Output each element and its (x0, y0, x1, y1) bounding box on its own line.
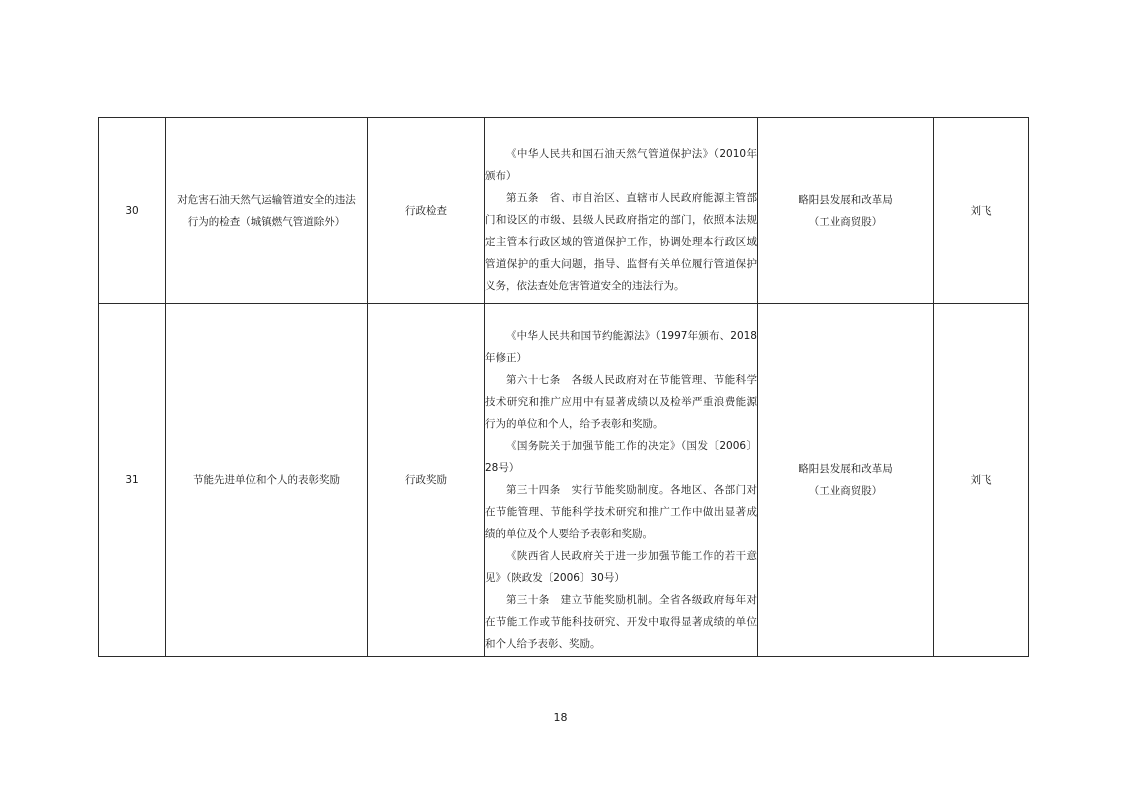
basis-paragraph: 第六十七条 各级人民政府对在节能管理、节能科学技术研究和推广应用中有显著成绩以及检举严重浪费能源行为的单位和个人，给予表彰和奖励。 (485, 373, 757, 430)
item-type-cell: 行政奖励 (368, 304, 485, 657)
department-line: （工业商贸股） (808, 485, 883, 497)
basis-paragraph: 《国务院关于加强节能工作的决定》（国发〔2006〕28号） (485, 439, 757, 474)
basis-paragraph: 第三十条 建立节能奖励机制。全省各级政府每年对在节能工作或节能科技研究、开发中取得显著成绩的单位和个人给予表彰、奖励。 (485, 593, 757, 650)
basis-paragraph: 《中华人民共和国石油天然气管道保护法》（2010年颁布） (485, 148, 757, 182)
row-number-cell: 30 (99, 118, 166, 304)
department-line: 略阳县发展和改革局 (798, 463, 893, 475)
legal-basis-cell (485, 118, 758, 304)
item-name-line: 对危害石油天然气运输管道安全的违法 (177, 193, 356, 206)
table-row (99, 304, 1029, 657)
department-cell (758, 304, 934, 657)
item-name-line: 行为的检查（城镇燃气管道除外） (187, 215, 346, 228)
power-list-table (98, 117, 1029, 657)
basis-paragraph: 《中华人民共和国节约能源法》（1997年颁布、2018年修正） (485, 329, 757, 364)
responsible-person-cell: 刘飞 (934, 118, 1029, 304)
department-cell (758, 118, 934, 304)
page-number: 18 (553, 711, 568, 724)
responsible-person-cell: 刘飞 (934, 304, 1029, 657)
basis-paragraph: 《陕西省人民政府关于进一步加强节能工作的若干意见》（陕政发〔2006〕30号） (485, 549, 757, 584)
item-name-line: 节能先进单位和个人的表彰奖励 (193, 474, 340, 486)
basis-paragraph: 第五条 省、市自治区、直辖市人民政府能源主管部门和设区的市级、县级人民政府指定的部门，依照本法规定主管本行政区域的管道保护工作，协调处理本行政区域管道保护的重大问题，指导、监督有关单位履行管道保护义务，依法查处危害管道安全的违法行为。 (485, 192, 757, 292)
legal-basis-cell (485, 304, 758, 657)
basis-paragraph: 第三十四条 实行节能奖励制度。各地区、各部门对在节能管理、节能科学技术研究和推广工作中做出显著成绩的单位及个人要给予表彰和奖励。 (485, 483, 757, 540)
item-name-cell (166, 118, 368, 304)
department-line: 略阳县发展和改革局 (798, 193, 893, 206)
row-number-cell: 31 (99, 304, 166, 657)
item-name-cell (166, 304, 368, 657)
department-line: （工业商贸股） (808, 215, 883, 228)
item-type-cell: 行政检查 (368, 118, 485, 304)
table-row (99, 118, 1029, 304)
